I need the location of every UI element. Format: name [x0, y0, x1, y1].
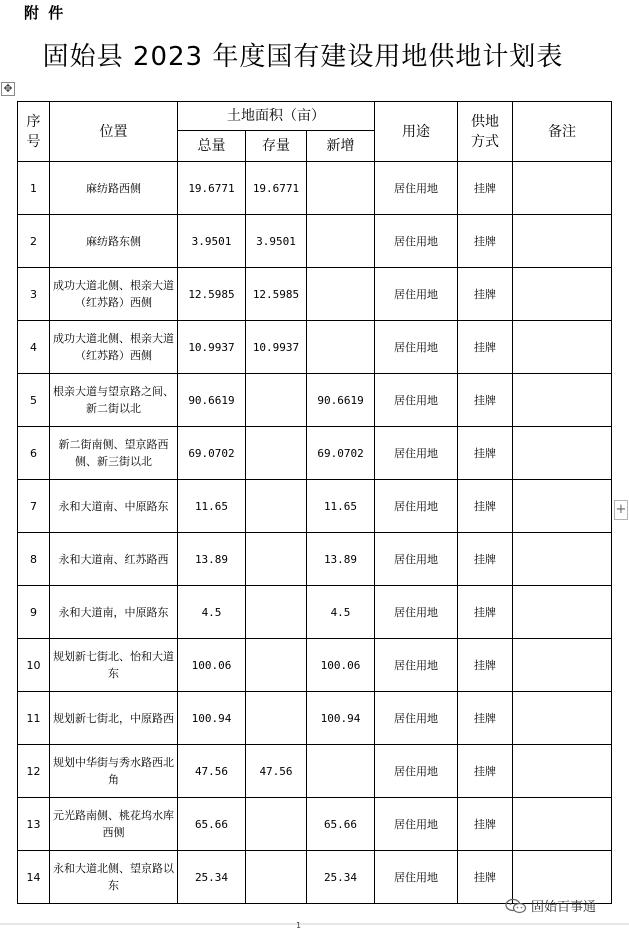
cell-existing	[246, 427, 307, 480]
cell-location: 永和大道南、中原路东	[50, 480, 178, 533]
cell-use: 居住用地	[375, 798, 458, 851]
cell-location: 规划新七街北、怡和大道东	[50, 639, 178, 692]
cell-use: 居住用地	[375, 533, 458, 586]
cell-seq: 14	[18, 851, 50, 904]
cell-remarks	[513, 268, 612, 321]
cell-existing	[246, 639, 307, 692]
cell-location: 规划中华街与秀水路西北角	[50, 745, 178, 798]
cell-total: 4.5	[178, 586, 246, 639]
cell-existing	[246, 586, 307, 639]
cell-supply-mode: 挂牌	[458, 533, 513, 586]
cell-existing: 19.6771	[246, 162, 307, 215]
cell-use: 居住用地	[375, 427, 458, 480]
page-bottom-marks	[0, 922, 629, 932]
cell-total: 47.56	[178, 745, 246, 798]
cell-new: 90.6619	[307, 374, 375, 427]
cell-total: 69.0702	[178, 427, 246, 480]
cell-seq: 2	[18, 215, 50, 268]
cell-new: 4.5	[307, 586, 375, 639]
cell-location: 新二街南侧、望京路西侧、新三街以北	[50, 427, 178, 480]
cell-supply-mode: 挂牌	[458, 745, 513, 798]
cell-location: 规划新七街北，中原路西	[50, 692, 178, 745]
plus-icon[interactable]: +	[614, 500, 628, 520]
cell-existing: 47.56	[246, 745, 307, 798]
cell-total: 12.5985	[178, 268, 246, 321]
cell-supply-mode: 挂牌	[458, 586, 513, 639]
cell-remarks	[513, 215, 612, 268]
table-row	[18, 268, 612, 321]
header-new: 新增	[307, 131, 375, 162]
cell-new: 69.0702	[307, 427, 375, 480]
cell-seq: 9	[18, 586, 50, 639]
cell-seq: 3	[18, 268, 50, 321]
cell-supply-mode: 挂牌	[458, 162, 513, 215]
cell-total: 100.06	[178, 639, 246, 692]
cell-supply-mode: 挂牌	[458, 798, 513, 851]
header-seq: 序号	[18, 102, 50, 162]
cell-location: 成功大道北侧、根亲大道（红苏路）西侧	[50, 268, 178, 321]
header-location: 位置	[50, 102, 178, 162]
cell-total: 11.65	[178, 480, 246, 533]
header-area: 土地面积（亩）	[178, 102, 375, 131]
cell-existing: 3.9501	[246, 215, 307, 268]
table-row	[18, 480, 612, 533]
attachment-label: 附 件	[24, 4, 66, 22]
cell-new	[307, 268, 375, 321]
cell-use: 居住用地	[375, 268, 458, 321]
cell-location: 永和大道北侧、望京路以东	[50, 851, 178, 904]
cell-use: 居住用地	[375, 586, 458, 639]
cell-seq: 8	[18, 533, 50, 586]
cell-remarks	[513, 321, 612, 374]
header-total: 总量	[178, 131, 246, 162]
cell-location: 麻纺路东侧	[50, 215, 178, 268]
cell-seq: 13	[18, 798, 50, 851]
header-remarks: 备注	[513, 102, 612, 162]
cell-supply-mode: 挂牌	[458, 374, 513, 427]
watermark	[505, 896, 596, 915]
cell-use: 居住用地	[375, 692, 458, 745]
cell-remarks	[513, 798, 612, 851]
move-icon[interactable]: ✥	[1, 82, 15, 96]
header-supply-mode: 供地方式	[458, 102, 513, 162]
cell-total: 19.6771	[178, 162, 246, 215]
cell-seq: 4	[18, 321, 50, 374]
cell-remarks	[513, 533, 612, 586]
cell-total: 25.34	[178, 851, 246, 904]
cell-remarks	[513, 427, 612, 480]
cell-supply-mode: 挂牌	[458, 268, 513, 321]
cell-location: 根亲大道与望京路之间、新二街以北	[50, 374, 178, 427]
cell-remarks	[513, 745, 612, 798]
cell-supply-mode: 挂牌	[458, 851, 513, 904]
table-row	[18, 533, 612, 586]
cell-use: 居住用地	[375, 745, 458, 798]
cell-existing	[246, 851, 307, 904]
cell-new	[307, 215, 375, 268]
cell-location: 麻纺路西侧	[50, 162, 178, 215]
cell-total: 100.94	[178, 692, 246, 745]
cell-total: 65.66	[178, 798, 246, 851]
cell-seq: 7	[18, 480, 50, 533]
cell-seq: 6	[18, 427, 50, 480]
table-row	[18, 162, 612, 215]
wechat-icon	[505, 898, 527, 914]
cell-supply-mode: 挂牌	[458, 215, 513, 268]
cell-use: 居住用地	[375, 639, 458, 692]
cell-location: 成功大道北侧、根亲大道（红苏路）西侧	[50, 321, 178, 374]
cell-existing: 10.9937	[246, 321, 307, 374]
cell-seq: 5	[18, 374, 50, 427]
cell-supply-mode: 挂牌	[458, 427, 513, 480]
cell-use: 居住用地	[375, 215, 458, 268]
cell-remarks	[513, 374, 612, 427]
cell-existing	[246, 798, 307, 851]
cell-new	[307, 321, 375, 374]
header-row	[18, 102, 612, 131]
cell-supply-mode: 挂牌	[458, 480, 513, 533]
cell-location: 元光路南侧、桃花坞水库西侧	[50, 798, 178, 851]
cell-total: 3.9501	[178, 215, 246, 268]
cell-new: 13.89	[307, 533, 375, 586]
cell-remarks	[513, 692, 612, 745]
cell-total: 10.9937	[178, 321, 246, 374]
cell-new: 100.94	[307, 692, 375, 745]
cell-remarks	[513, 586, 612, 639]
cell-new: 100.06	[307, 639, 375, 692]
cell-use: 居住用地	[375, 374, 458, 427]
cell-total: 13.89	[178, 533, 246, 586]
cell-existing	[246, 374, 307, 427]
cell-existing	[246, 692, 307, 745]
land-supply-table	[17, 101, 612, 904]
cell-seq: 10	[18, 639, 50, 692]
cell-supply-mode: 挂牌	[458, 639, 513, 692]
cell-use: 居住用地	[375, 480, 458, 533]
watermark-text: 固始百事通	[531, 900, 597, 915]
table-row	[18, 586, 612, 639]
cell-new	[307, 162, 375, 215]
table-row	[18, 639, 612, 692]
cell-seq: 1	[18, 162, 50, 215]
cell-remarks	[513, 639, 612, 692]
cell-supply-mode: 挂牌	[458, 692, 513, 745]
cell-existing	[246, 480, 307, 533]
table-row	[18, 215, 612, 268]
table-row	[18, 745, 612, 798]
table-row	[18, 321, 612, 374]
cell-use: 居住用地	[375, 321, 458, 374]
cell-location: 永和大道南、红苏路西	[50, 533, 178, 586]
cell-supply-mode: 挂牌	[458, 321, 513, 374]
cell-seq: 12	[18, 745, 50, 798]
cell-use: 居住用地	[375, 851, 458, 904]
header-use: 用途	[375, 102, 458, 162]
page-title: 固始县 2023 年度国有建设用地供地计划表	[42, 42, 564, 72]
cell-existing: 12.5985	[246, 268, 307, 321]
table-row	[18, 427, 612, 480]
cell-new: 25.34	[307, 851, 375, 904]
table-row	[18, 374, 612, 427]
cell-new: 11.65	[307, 480, 375, 533]
cell-seq: 11	[18, 692, 50, 745]
cell-location: 永和大道南，中原路东	[50, 586, 178, 639]
header-existing: 存量	[246, 131, 307, 162]
cell-total: 90.6619	[178, 374, 246, 427]
cell-existing	[246, 533, 307, 586]
cell-new: 65.66	[307, 798, 375, 851]
page-number: 1	[296, 921, 302, 930]
cell-remarks	[513, 162, 612, 215]
cell-remarks	[513, 480, 612, 533]
cell-new	[307, 745, 375, 798]
table-row	[18, 798, 612, 851]
table-row	[18, 692, 612, 745]
cell-use: 居住用地	[375, 162, 458, 215]
